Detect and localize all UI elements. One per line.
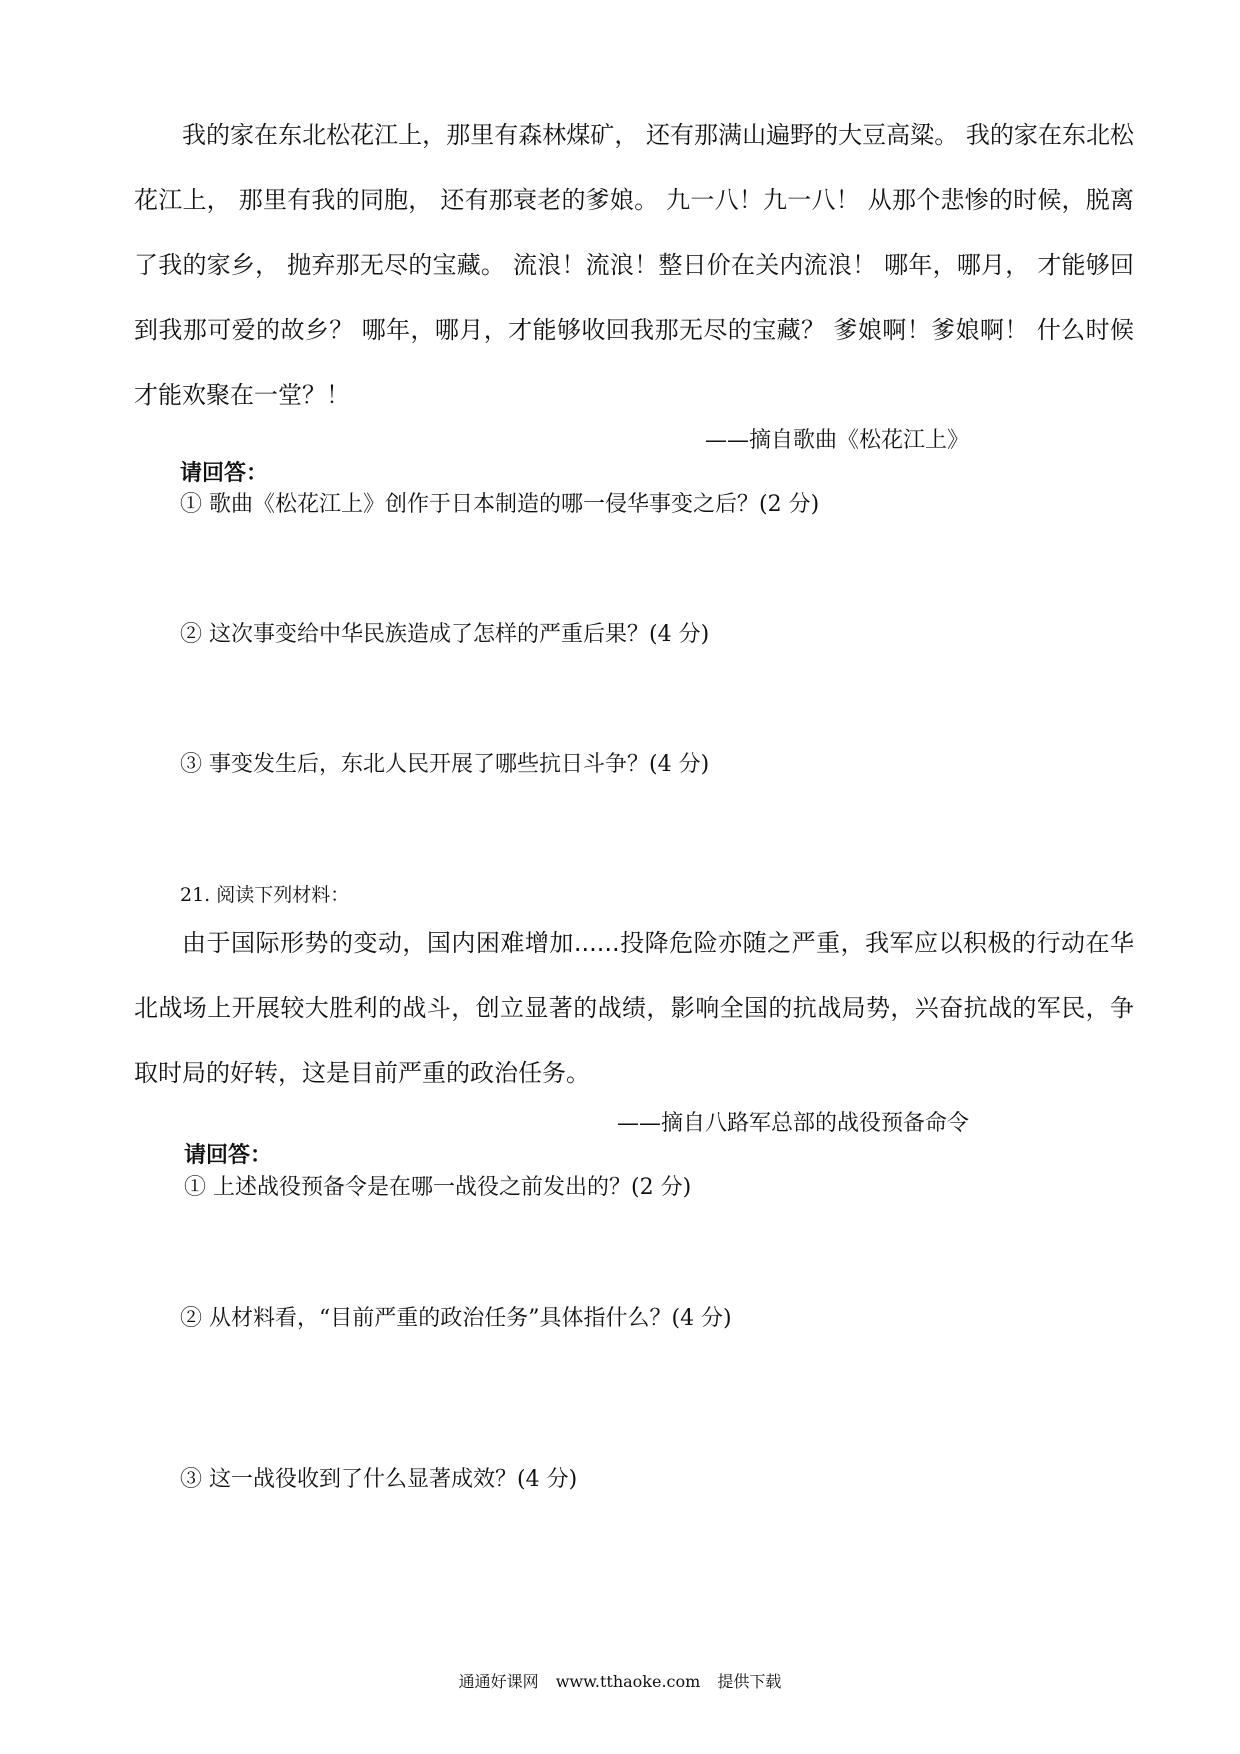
question-21-3: ③ 这一战役收到了什么显著成效？(4 分)	[180, 1467, 578, 1492]
question-21-2: ② 从材料看，“目前严重的政治任务”具体指什么？(4 分)	[180, 1306, 732, 1331]
song-lyrics-passage: 我的家在东北松花江上，那里有森林煤矿， 还有那满山遍野的大豆高粱。 我的家在东北松花江上， 那里有我的同胞， 还有那衰老的爹娘。 九一八！九一八！ 从那个悲惨的时候，脱离了我的家乡， 抛弃那无尽的宝藏。 流浪！流浪！整日价在关内流浪！ 哪年，哪月， 才能够回到我那可爱的故乡？ 哪年，哪月，才能够收回我那无尽的宝藏？ 爹娘啊！爹娘啊！ 什么时候才能欢聚在一堂？！	[134, 121, 1134, 409]
order-source-citation: ——摘自八路军总部的战役预备命令	[617, 1111, 970, 1136]
question-20-3: ③ 事变发生后，东北人民开展了哪些抗日斗争？(4 分)	[180, 752, 710, 777]
page-footer	[0, 1670, 1240, 1694]
answer-prompt-20: 请回答：	[180, 460, 269, 486]
question-20-2: ② 这次事变给中华民族造成了怎样的严重后果？(4 分)	[180, 622, 710, 647]
question-20-1: ① 歌曲《松花江上》创作于日本制造的哪一侵华事变之后？(2 分)	[180, 492, 820, 517]
battle-order-passage: 由于国际形势的变动，国内困难增加......投降危险亦随之严重，我军应以积极的行动在华北战场上开展较大胜利的战斗，创立显著的战绩，影响全国的抗战局势，兴奋抗战的军民，争取时局的好转，这是目前严重的政治任务。	[134, 929, 1134, 1087]
answer-prompt-21: 请回答：	[184, 1142, 273, 1168]
song-source-citation: ——摘自歌曲《松花江上》	[705, 428, 970, 453]
question-21-heading: 21. 阅读下列材料：	[180, 884, 350, 906]
question-21-1: ① 上述战役预备令是在哪一战役之前发出的？(2 分)	[184, 1175, 692, 1200]
footer-site-name: 通通好课网	[458, 1672, 539, 1691]
footer-url: www.tthaoke.com	[555, 1672, 701, 1691]
footer-note: 提供下载	[717, 1672, 782, 1691]
